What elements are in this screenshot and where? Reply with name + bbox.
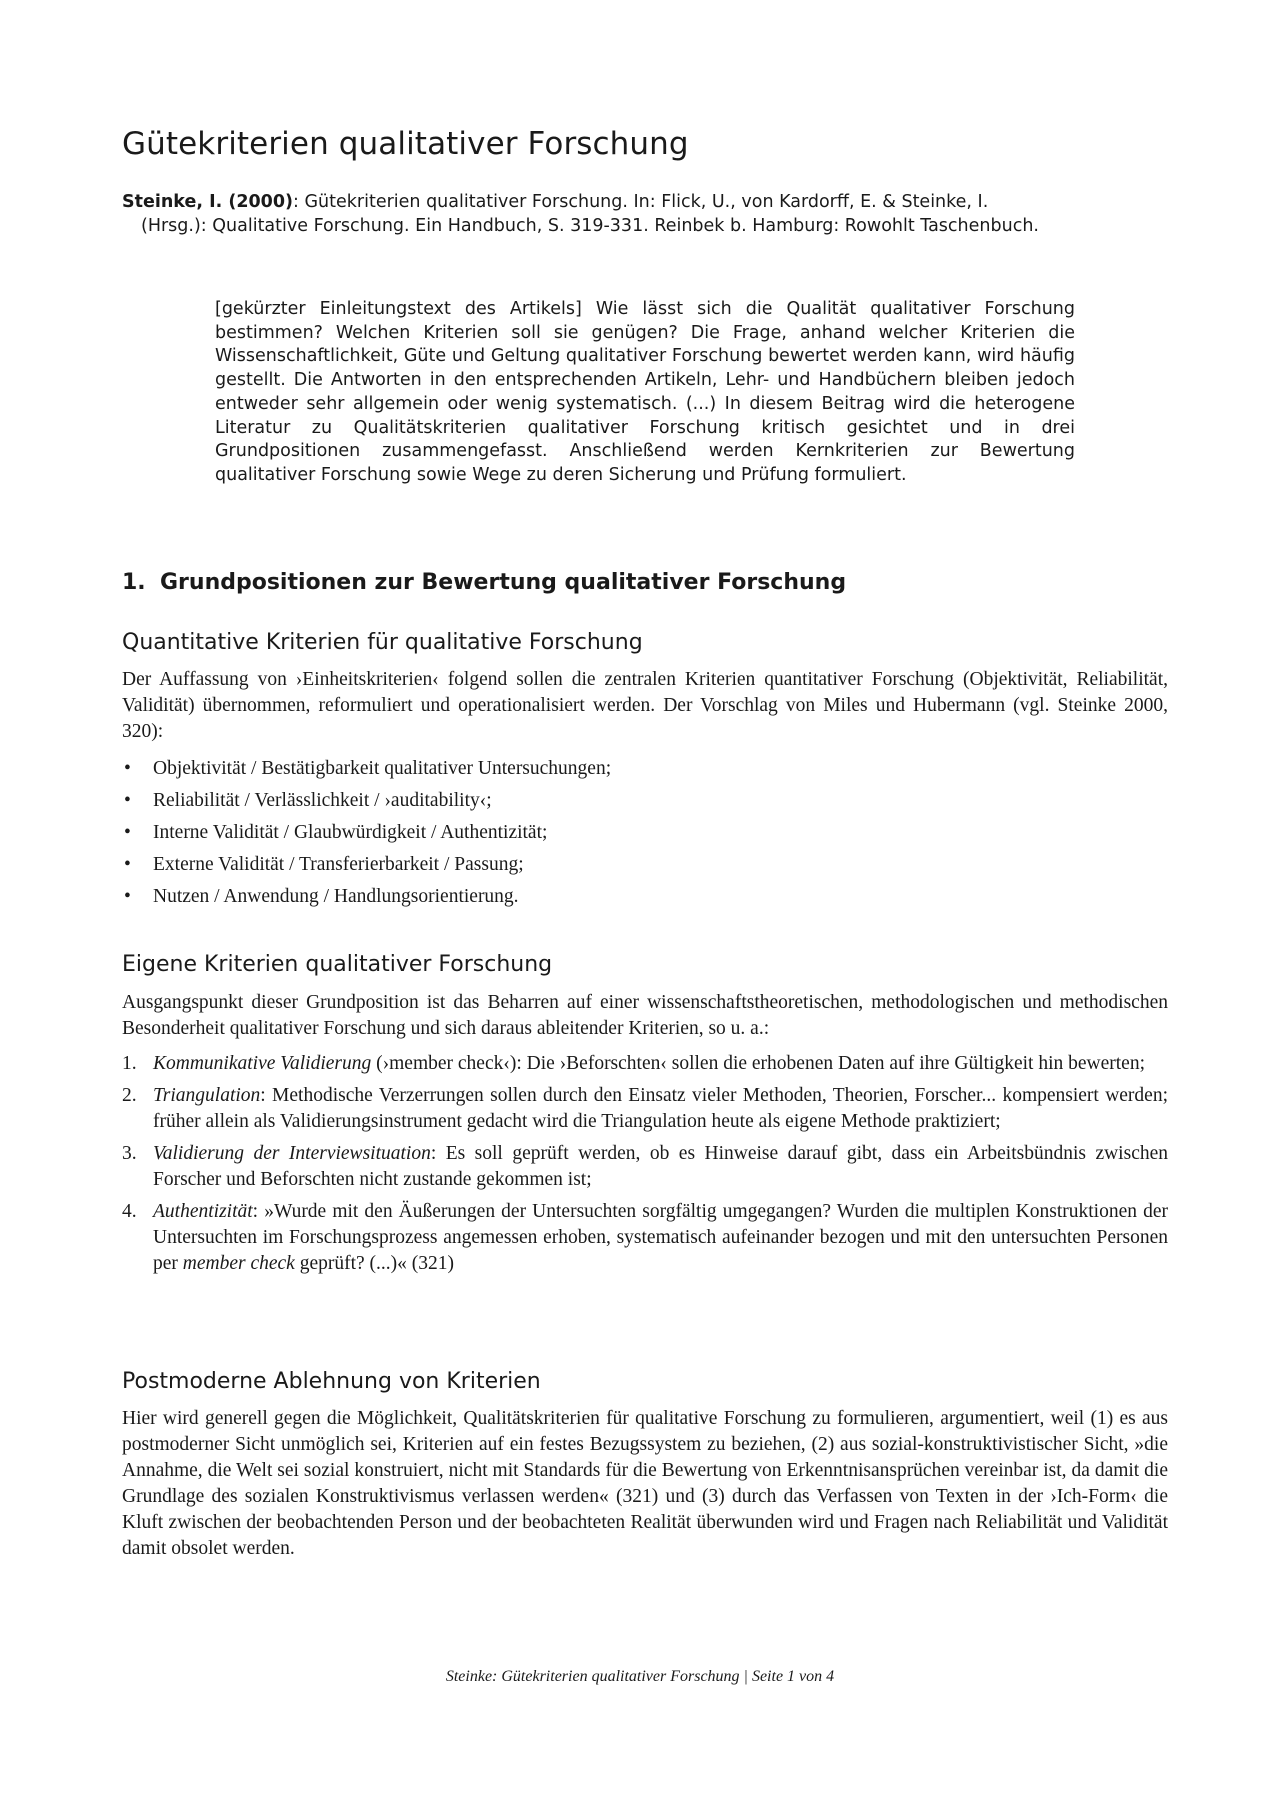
subsection-heading-1: Quantitative Kriterien für qualitative Forschung [122,630,643,655]
section-title: Grundpositionen zur Bewertung qualitativer Forschung [160,570,847,595]
bullet-icon: • [124,758,131,779]
numbered-list [122,1051,1168,1283]
document-title: Gütekriterien qualitativer Forschung [122,126,689,162]
subsection-2-text: Ausgangspunkt dieser Grundposition ist das Beharren auf einer wissenschaftstheoretischen, methodologischen und methodischen Besonderheit qualitativer Forschung und sich daraus ableitender Kriterien, so u. a.: [122,992,1168,1039]
list-item: • Interne Validität / Glaubwürdigkeit / Authentizität; [122,820,1168,852]
citation [122,190,1162,238]
citation-line-1-rest: : Gütekriterien qualitativer Forschung. In: Flick, U., von Kardorff, E. & Steinke, I. [293,192,989,212]
item-number: 1. [122,1053,137,1074]
bullet-icon: • [124,886,131,907]
item-term-inline: member check [182,1253,295,1274]
list-item: • Externe Validität / Transferierbarkeit / Passung; [122,852,1168,884]
section-number: 1. [122,570,146,595]
list-item: 2. Triangulation: Methodische Verzerrungen sollen durch den Einsatz vieler Methoden, Theorien, Forscher... kompensiert werden; früher allein als Validierungsinstrument gedacht wird die Triangulation heute als eigene Methode praktiziert; [122,1085,1168,1132]
subsection-heading-2: Eigene Kriterien qualitativer Forschung [122,952,553,977]
list-item: • Reliabilität / Verlässlichkeit / ›auditability‹; [122,788,1168,820]
page-footer: Steinke: Gütekriterien qualitativer Forschung | Seite 1 von 4 [445,1668,835,1685]
citation-author-year: Steinke, I. (2000) [122,192,294,212]
item-number: 2. [122,1085,137,1106]
subsection-3-text: Hier wird generell gegen die Möglichkeit, Qualitätskriterien für qualitative Forschung zu formulieren, argumentiert, weil (1) es aus postmoderner Sicht unmöglich sei, Kriterien auf ein festes Bezugssystem zu beziehen, (2) aus sozial-konstruktivistischer Sicht, »die Annahme, die Welt sei sozial konstruiert, nicht mit Standards für die Bewertung von Erkenntnisansprüchen vereinbar ist, da damit die Grundlage des sozialen Konstruktivismus verlassen werden« (321) und (3) durch das Verfassen von Texten in der ›Ich-Form‹ die Kluft zwischen der beobachtenden Person und der beobachteten Realität überwunden wird und Fragen nach Reliabilität und Validität damit obsolet werden. [122,1408,1168,1559]
bullet-icon: • [124,822,131,843]
bullet-list [122,756,1168,916]
bullet-icon: • [124,854,131,875]
list-item: 1. Kommunikative Validierung (›member check‹): Die ›Beforschten‹ sollen die erhobenen Daten auf ihre Gültigkeit hin bewerten; [122,1051,1168,1077]
item-term: Authentizität [153,1201,253,1222]
list-item: • Objektivität / Bestätigbarkeit qualitativer Untersuchungen; [122,756,1168,788]
bullet-icon: • [124,790,131,811]
item-term: Triangulation [153,1085,261,1106]
abstract: [gekürzter Einleitungstext des Artikels] Wie lässt sich die Qualität qualitativer Forschung bestimmen? Welchen Kriterien soll sie genügen? Die Frage, anhand welcher Kriterien die Wissenschaftlichkeit, Güte und Geltung qualitativer Forschung bewertet werden kann, wird häufig gestellt. Die Antworten in den entsprechenden Artikeln, Lehr- und Handbüchern bleiben jedoch entweder sehr allgemein oder wenig systematisch. (...) In diesem Beitrag wird die heterogene Literatur zu Qualitätskriterien qualitativer Forschung kritisch gesichtet und in drei Grundpositionen zusammengefasst. Anschließend werden Kernkriterien zur Bewertung qualitativer Forschung sowie Wege zu deren Sicherung und Prüfung formuliert. [215,299,1075,485]
citation-line-1 [122,190,1162,214]
item-number: 4. [122,1201,137,1222]
item-number: 3. [122,1143,137,1164]
item-term: Kommunikative Validierung [153,1053,372,1074]
item-term: Validierung der Interviewsituation [153,1143,431,1164]
subsection-1-text: Der Auffassung von ›Einheitskriterien‹ folgend sollen die zentralen Kriterien quantitativer Forschung (Objektivität, Reliabilität, Validität) übernommen, reformuliert und operationalisiert werden. Der Vorschlag von Miles und Hubermann (vgl. Steinke 2000, 320): [122,669,1168,742]
subsection-heading-3: Postmoderne Ablehnung von Kriterien [122,1369,541,1394]
citation-line-2: (Hrsg.): Qualitative Forschung. Ein Handbuch, S. 319-331. Reinbek b. Hamburg: Rowohlt Taschenbuch. [141,216,1039,236]
list-item: • Nutzen / Anwendung / Handlungsorientierung. [122,884,1168,916]
section-heading [122,570,846,595]
list-item: 3. Validierung der Interviewsituation: Es soll geprüft werden, ob es Hinweise darauf gibt, dass ein Arbeitsbündnis zwischen Forscher und Beforschten nicht zustande gekommen ist; [122,1143,1169,1190]
list-item: 4. Authentizität: »Wurde mit den Äußerungen der Untersuchten sorgfältig umgegangen? Wurden die multiplen Konstruktionen der Untersuchten im Forschungsprozess angemessen erhoben, systematisch aufeinander bezogen und mit den untersuchten Personen per member check geprüft? (...)« (321) [122,1201,1168,1274]
